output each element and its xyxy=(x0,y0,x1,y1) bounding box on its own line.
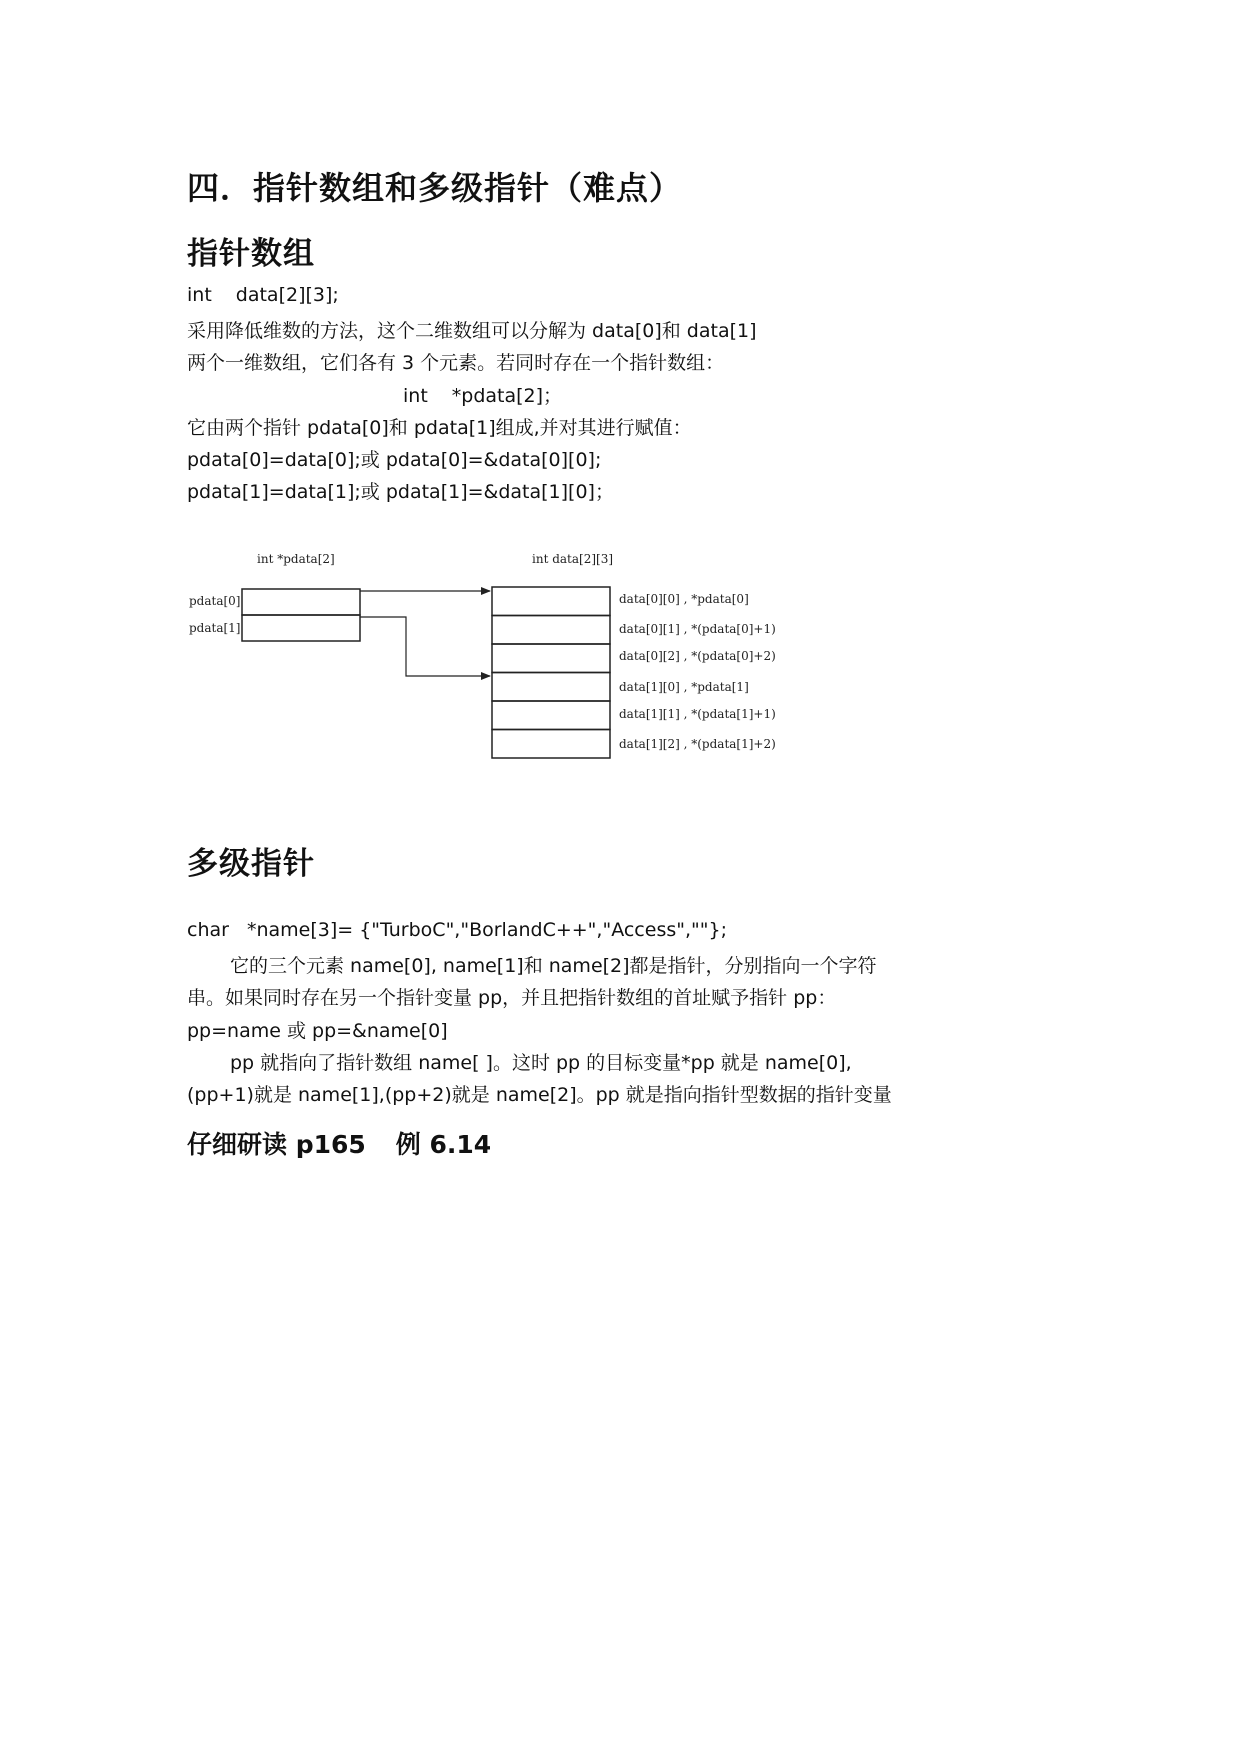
paragraph-line: 采用降低维数的方法，这个二维数组可以分解为 data[0]和 data[1] xyxy=(187,320,757,342)
study-reference xyxy=(187,1125,491,1161)
section-title: 四．指针数组和多级指针（难点） xyxy=(187,169,683,207)
left-label-0: pdata[0] xyxy=(189,594,241,608)
right-label-5: data[1][2] , *(pdata[1]+2) xyxy=(619,737,776,751)
decl-var: *name[3]= {"TurboC","BorlandC++","Access",""}; xyxy=(246,919,727,941)
paragraph-line: 两个一维数组，它们各有 3 个元素。若同时存在一个指针数组： xyxy=(187,352,725,374)
decl-keyword: char xyxy=(187,919,229,941)
ptr-decl-var: *pdata[2]； xyxy=(451,385,563,407)
data-cell-1-1 xyxy=(492,701,610,730)
paragraph-line: (pp+1)就是 name[1],(pp+2)就是 name[2]。pp 就是指向指针型数据的指针变量 xyxy=(187,1084,892,1106)
ptr-decl-keyword: int xyxy=(403,385,428,407)
example-label: 例 6.14 xyxy=(395,1130,492,1159)
data-cell-0-0 xyxy=(492,587,610,616)
decl-keyword: int xyxy=(187,284,212,306)
data-cell-0-1 xyxy=(492,616,610,645)
right-label-3: data[1][0] , *pdata[1] xyxy=(619,680,749,694)
right-array-title: int data[2][3] xyxy=(532,552,614,566)
assignment-line: pdata[1]=data[1];或 pdata[1]=&data[1][0]； xyxy=(187,481,614,503)
decl-var: data[2][3]; xyxy=(235,284,339,306)
pointer-array-diagram xyxy=(0,0,1241,800)
pdata-cell-1 xyxy=(242,615,360,641)
data-cell-1-0 xyxy=(492,673,610,702)
paragraph-line: 它的三个元素 name[0], name[1]和 name[2]都是指针，分别指向一个字符 xyxy=(230,955,877,977)
right-label-0: data[0][0] , *pdata[0] xyxy=(619,592,749,606)
pdata-cell-0 xyxy=(242,589,360,615)
paragraph-line: 串。如果同时存在另一个指针变量 pp，并且把指针数组的首址赋予指针 pp： xyxy=(187,987,837,1009)
read-label: 仔细研读 p165 xyxy=(187,1130,366,1159)
paragraph-line: pp=name 或 pp=&name[0] xyxy=(187,1020,448,1042)
name-declaration xyxy=(187,919,727,941)
paragraph-line: pp 就指向了指针数组 name[ ]。这时 pp 的目标变量*pp 就是 name[0], xyxy=(230,1052,852,1074)
left-array-title: int *pdata[2] xyxy=(257,552,335,566)
right-label-4: data[1][1] , *(pdata[1]+1) xyxy=(619,707,776,721)
assignment-line: pdata[0]=data[0];或 pdata[0]=&data[0][0]; xyxy=(187,449,602,471)
right-label-1: data[0][1] , *(pdata[0]+1) xyxy=(619,622,776,636)
paragraph-line: 它由两个指针 pdata[0]和 pdata[1]组成,并对其进行赋值： xyxy=(187,417,692,439)
pointer-array-heading: 指针数组 xyxy=(187,236,315,272)
multilevel-heading: 多级指针 xyxy=(187,846,315,882)
right-label-2: data[0][2] , *(pdata[0]+2) xyxy=(619,649,776,663)
left-label-1: pdata[1] xyxy=(189,621,241,635)
data-cell-0-2 xyxy=(492,644,610,673)
arrow-pdata1 xyxy=(360,617,490,676)
data-cell-1-2 xyxy=(492,730,610,759)
